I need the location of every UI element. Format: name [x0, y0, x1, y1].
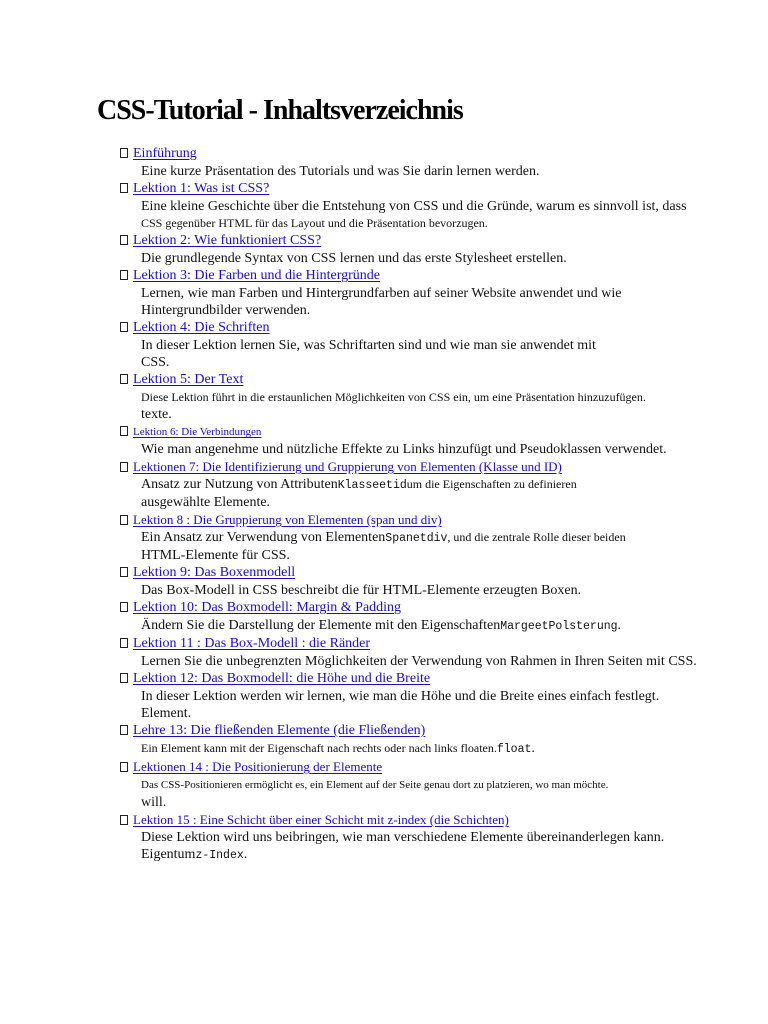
toc-link-lektion-15[interactable]: Lektion 15 : Eine Schicht über einer Schicht mit z-index (die Schichten)	[133, 812, 509, 827]
bullet-box-icon	[120, 426, 128, 436]
toc-description: Ein Element kann mit der Eigenschaft nach rechts oder nach links floaten.float.	[141, 741, 535, 756]
toc-link-lektion-6[interactable]: Lektion 6: Die Verbindungen	[133, 426, 262, 438]
bullet-box-icon	[120, 183, 128, 193]
bullet-box-icon	[120, 567, 128, 577]
toc-link-lektion-3[interactable]: Lektion 3: Die Farben und die Hintergründe	[133, 268, 381, 283]
bullet-box-icon	[120, 725, 128, 735]
toc-description-cont: HTML-Elemente für CSS.	[141, 548, 290, 563]
toc-link-lektion-1[interactable]: Lektion 1: Was ist CSS?	[133, 181, 270, 196]
toc-description: Diese Lektion wird uns beibringen, wie man verschiedene Elemente übereinanderlegen kann.	[141, 830, 665, 845]
toc-entry	[120, 232, 740, 267]
toc-link-lektion-12[interactable]: Lektion 12: Das Boxmodell: die Höhe und die Breite	[133, 671, 431, 686]
toc-link-lektion-8[interactable]: Lektion 8 : Die Gruppierung von Elementen (span und div)	[133, 512, 442, 527]
toc-entry	[120, 635, 740, 670]
toc-entry	[120, 811, 740, 864]
table-of-contents	[120, 145, 740, 864]
toc-description: In dieser Lektion werden wir lernen, wie man die Höhe und die Breite eines einfach festlegt.	[141, 689, 660, 704]
toc-description-cont: texte.	[141, 407, 172, 422]
bullet-box-icon	[120, 673, 128, 683]
toc-description: Ändern Sie die Darstellung der Elemente mit den EigenschaftenMargeetPolsterung.	[141, 618, 622, 633]
toc-link-lektion-10[interactable]: Lektion 10: Das Boxmodell: Margin & Padding	[133, 600, 402, 615]
toc-entry	[120, 564, 740, 599]
bullet-box-icon	[120, 235, 128, 245]
toc-entry	[120, 458, 740, 511]
toc-link-lektion-14[interactable]: Lektionen 14 : Die Positionierung der Elemente	[133, 759, 383, 774]
toc-description-cont: ausgewählte Elemente.	[141, 495, 271, 510]
bullet-box-icon	[120, 322, 128, 332]
toc-description: Die grundlegende Syntax von CSS lernen und das erste Stylesheet erstellen.	[141, 251, 567, 266]
toc-entry	[120, 670, 740, 722]
toc-description: Eine kurze Präsentation des Tutorials und was Sie darin lernen werden.	[141, 164, 540, 179]
toc-description: Eine kleine Geschichte über die Entstehung von CSS und die Gründe, warum es sinnvoll ist, dass	[141, 199, 687, 214]
toc-description-cont: Hintergrundbilder verwenden.	[141, 303, 311, 318]
bullet-box-icon	[120, 638, 128, 648]
toc-link-lehre-13[interactable]: Lehre 13: Die fließenden Elemente (die Fließenden)	[133, 723, 426, 738]
toc-entry	[120, 371, 740, 423]
toc-link-lektion-11[interactable]: Lektion 11 : Das Box-Modell : die Ränder	[133, 636, 371, 651]
toc-description: Diese Lektion führt in die erstaunlichen Möglichkeiten von CSS ein, um eine Präsentation hinzuzufügen.	[141, 390, 646, 404]
toc-description-cont: Eigentumz-Index.	[141, 847, 248, 862]
toc-description: In dieser Lektion lernen Sie, was Schriftarten sind und wie man sie anwendet mit	[141, 338, 596, 353]
toc-description: Lernen Sie die unbegrenzten Möglichkeiten der Verwendung von Rahmen in Ihren Seiten mit CSS.	[141, 654, 697, 669]
toc-description: Wie man angenehme und nützliche Effekte zu Links hinzufügt und Pseudoklassen verwendet.	[141, 442, 667, 457]
toc-description-cont: CSS.	[141, 355, 170, 370]
toc-link-einfuehrung[interactable]: Einführung	[133, 146, 197, 161]
toc-description-cont: Element.	[141, 706, 192, 721]
toc-entry	[120, 758, 740, 811]
toc-entry	[120, 423, 740, 458]
toc-entry	[120, 145, 740, 180]
toc-entry	[120, 180, 740, 232]
toc-description: Lernen, wie man Farben und Hintergrundfarben auf seiner Website anwendet und wie	[141, 286, 622, 301]
bullet-box-icon	[120, 815, 128, 825]
toc-link-lektion-2[interactable]: Lektion 2: Wie funktioniert CSS?	[133, 233, 322, 248]
bullet-box-icon	[120, 515, 128, 525]
toc-entry	[120, 267, 740, 319]
bullet-box-icon	[120, 602, 128, 612]
bullet-box-icon	[120, 148, 128, 158]
bullet-box-icon	[120, 270, 128, 280]
toc-entry	[120, 511, 740, 564]
bullet-box-icon	[120, 462, 128, 472]
bullet-box-icon	[120, 374, 128, 384]
toc-description: Ein Ansatz zur Verwendung von ElementenSpanetdiv, und die zentrale Rolle dieser beiden	[141, 530, 626, 545]
toc-link-lektion-7[interactable]: Lektionen 7: Die Identifizierung und Gruppierung von Elementen (Klasse und ID)	[133, 459, 562, 474]
toc-description-cont: will.	[141, 795, 167, 810]
toc-description: Das CSS-Positionieren ermöglicht es, ein Element auf der Seite genau dort zu platzieren, wo man möchte.	[141, 779, 609, 791]
toc-link-lektion-9[interactable]: Lektion 9: Das Boxenmodell	[133, 565, 296, 580]
toc-link-lektion-5[interactable]: Lektion 5: Der Text	[133, 372, 244, 387]
toc-description-cont: CSS gegenüber HTML für das Layout und die Präsentation bevorzugen.	[141, 216, 488, 230]
bullet-box-icon	[120, 762, 128, 772]
page-title: CSS-Tutorial - Inhaltsverzeichnis	[97, 95, 463, 126]
toc-entry	[120, 599, 740, 635]
toc-description: Das Box-Modell in CSS beschreibt die für HTML-Elemente erzeugten Boxen.	[141, 583, 582, 598]
toc-description: Ansatz zur Nutzung von AttributenKlasseetidum die Eigenschaften zu definieren	[141, 477, 577, 492]
toc-link-lektion-4[interactable]: Lektion 4: Die Schriften	[133, 320, 270, 335]
toc-entry	[120, 722, 740, 758]
toc-entry	[120, 319, 740, 371]
